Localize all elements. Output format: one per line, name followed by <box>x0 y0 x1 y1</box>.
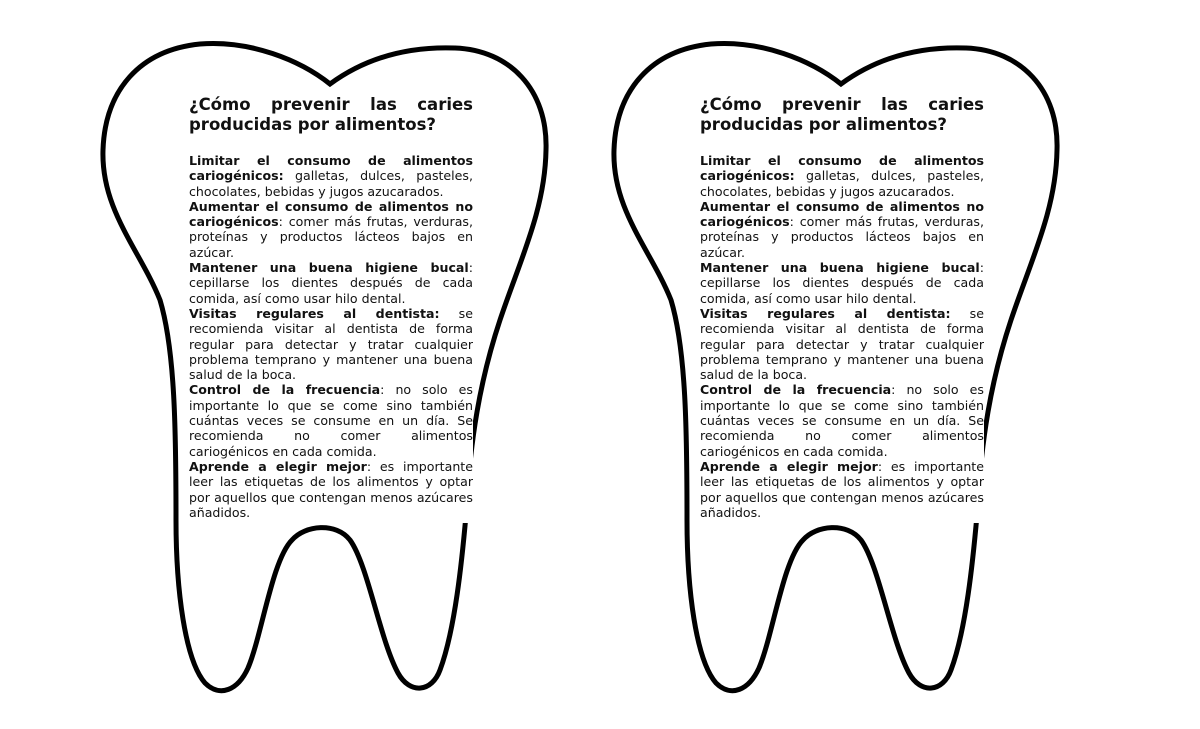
tip-label: Mantener una buena higiene bucal <box>189 260 469 276</box>
tip-label: Aumentar el consumo de alimentos no cariogénicos <box>189 198 473 230</box>
tip-label: Limitar el consumo de alimentos cariogénicos: <box>700 153 984 184</box>
tip-4 <box>700 306 984 382</box>
tip-text: se recomienda visitar al dentista de forma regular para detectar y tratar cualquier problema temprano y mantener una buena salud de la boca. <box>189 305 473 383</box>
tip-label: Visitas regulares al dentista: <box>189 305 440 321</box>
tip-text: : cepillarse los dientes después de cada comida, así como usar hilo dental. <box>189 260 473 306</box>
tip-text: galletas, dulces, pasteles, chocolates, bebidas y jugos azucarados. <box>189 168 473 199</box>
tip-5 <box>189 382 473 458</box>
tip-2 <box>189 199 473 260</box>
tip-text: : es importante leer las etiquetas de los alimentos y optar por aquellos que contengan menos azúcares añadidos. <box>700 458 984 520</box>
tip-text: : comer más frutas, verduras, proteínas y productos lácteos bajos en azúcar. <box>700 214 984 260</box>
heading: ¿Cómo prevenir las caries producidas por alimentos? <box>189 95 473 134</box>
heading: ¿Cómo prevenir las caries producidas por alimentos? <box>700 95 984 134</box>
tip-1 <box>189 153 473 199</box>
tip-label: Control de la frecuencia <box>700 382 892 398</box>
tip-5 <box>700 382 984 458</box>
tip-2 <box>700 199 984 260</box>
tip-text: : no solo es importante lo que se come sino también cuántas veces se consume en un día. Se recomienda no comer alimentos cariogénicos en cada comida. <box>700 382 984 459</box>
tip-6 <box>189 459 473 520</box>
tip-3 <box>700 260 984 306</box>
tip-label: Limitar el consumo de alimentos cariogénicos: <box>189 153 473 184</box>
tip-label: Aumentar el consumo de alimentos no cariogénicos <box>700 198 984 230</box>
tip-label: Visitas regulares al dentista: <box>700 305 951 321</box>
tip-label: Control de la frecuencia <box>189 382 381 398</box>
tip-text: : cepillarse los dientes después de cada comida, así como usar hilo dental. <box>700 260 984 306</box>
tip-text: se recomienda visitar al dentista de forma regular para detectar y tratar cualquier problema temprano y mantener una buena salud de la boca. <box>700 305 984 383</box>
tip-text: : comer más frutas, verduras, proteínas y productos lácteos bajos en azúcar. <box>189 214 473 260</box>
tooth-text-right <box>700 95 984 523</box>
tip-text: galletas, dulces, pasteles, chocolates, bebidas y jugos azucarados. <box>700 168 984 199</box>
tip-label: Aprende a elegir mejor <box>189 458 367 474</box>
tip-3 <box>189 260 473 306</box>
tip-label: Aprende a elegir mejor <box>700 458 878 474</box>
tooth-text-left <box>189 95 473 523</box>
tip-4 <box>189 306 473 382</box>
tip-text: : no solo es importante lo que se come sino también cuántas veces se consume en un día. Se recomienda no comer alimentos cariogénicos en cada comida. <box>189 382 473 459</box>
tip-text: : es importante leer las etiquetas de los alimentos y optar por aquellos que contengan menos azúcares añadidos. <box>189 458 473 520</box>
tip-1 <box>700 153 984 199</box>
tip-label: Mantener una buena higiene bucal <box>700 260 980 276</box>
tip-6 <box>700 459 984 520</box>
